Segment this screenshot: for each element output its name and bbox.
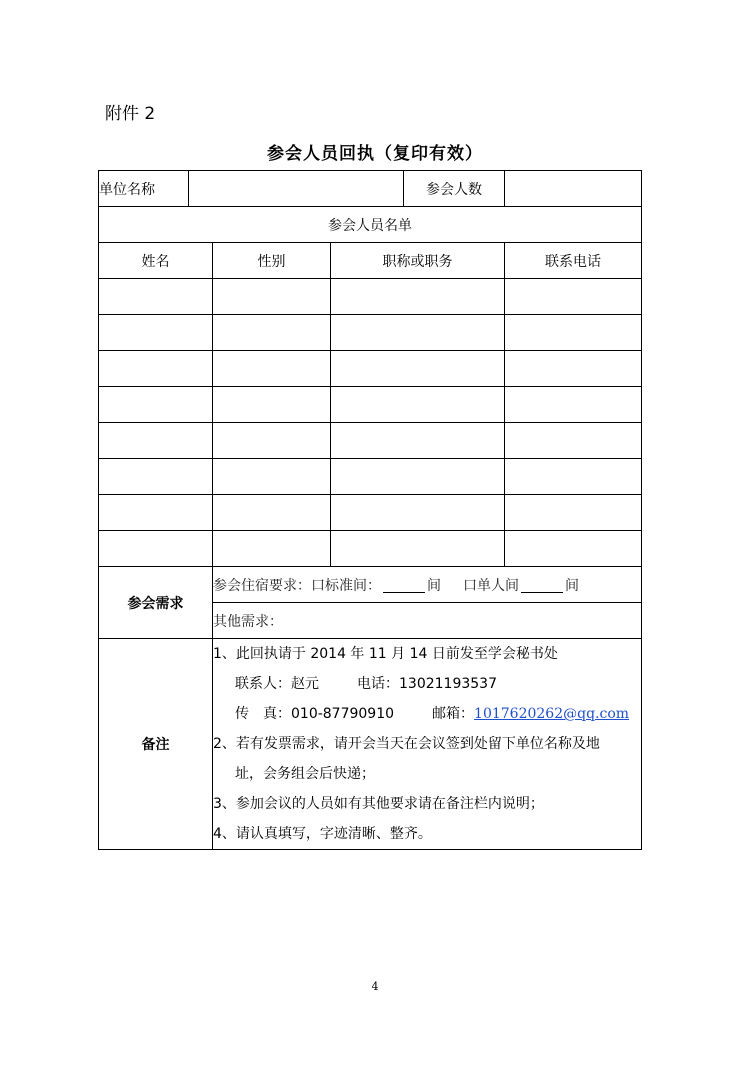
title-cell[interactable] bbox=[331, 351, 505, 387]
phone-cell[interactable] bbox=[505, 423, 642, 459]
gender-cell[interactable] bbox=[213, 387, 331, 423]
page-number: 4 bbox=[371, 980, 379, 993]
name-cell[interactable] bbox=[99, 423, 213, 459]
name-cell[interactable] bbox=[99, 315, 213, 351]
remarks-row bbox=[99, 639, 642, 850]
column-header-phone: 联系电话 bbox=[505, 243, 642, 279]
lodging-requirement bbox=[213, 567, 642, 603]
unit-name-label: 单位名称 bbox=[99, 171, 189, 207]
column-header-name: 姓名 bbox=[99, 243, 213, 279]
remark-contact-line bbox=[213, 669, 641, 699]
table-row bbox=[99, 315, 642, 351]
gender-cell[interactable] bbox=[213, 495, 331, 531]
name-cell[interactable] bbox=[99, 531, 213, 567]
name-cell[interactable] bbox=[99, 459, 213, 495]
unit-row bbox=[99, 171, 642, 207]
title-cell[interactable] bbox=[331, 315, 505, 351]
name-cell[interactable] bbox=[99, 387, 213, 423]
attachment-label: 附件 2 bbox=[105, 104, 156, 124]
title-cell[interactable] bbox=[331, 459, 505, 495]
remark-line-4: 4、请认真填写，字迹清晰、整齐。 bbox=[213, 826, 432, 842]
name-cell[interactable] bbox=[99, 351, 213, 387]
roster-title-row bbox=[99, 207, 642, 243]
phone-cell[interactable] bbox=[505, 279, 642, 315]
phone-cell[interactable] bbox=[505, 387, 642, 423]
gender-cell[interactable] bbox=[213, 531, 331, 567]
attendee-count-label: 参会人数 bbox=[404, 171, 505, 207]
contact-phone: 电话：13021193537 bbox=[357, 676, 497, 692]
single-room-unit: 间 bbox=[565, 577, 579, 594]
email-label: 邮箱： bbox=[432, 706, 475, 722]
lodging-prefix: 参会住宿要求： bbox=[213, 577, 311, 594]
remark-line-1: 1、此回执请于 2014 年 11 月 14 日前发至学会秘书处 bbox=[213, 646, 558, 662]
column-header-gender: 性别 bbox=[213, 243, 331, 279]
single-room-blank[interactable] bbox=[521, 591, 563, 593]
gender-cell[interactable] bbox=[213, 459, 331, 495]
column-header-row bbox=[99, 243, 642, 279]
standard-room-checkbox[interactable]: 口标准间： bbox=[311, 577, 381, 594]
name-cell[interactable] bbox=[99, 279, 213, 315]
remark-fax-line bbox=[213, 699, 641, 729]
reply-form-table bbox=[98, 170, 642, 850]
remark-line-3: 3、参加会议的人员如有其他要求请在备注栏内说明； bbox=[213, 796, 544, 812]
title-cell[interactable] bbox=[331, 531, 505, 567]
table-row bbox=[99, 423, 642, 459]
title-cell[interactable] bbox=[331, 423, 505, 459]
phone-cell[interactable] bbox=[505, 315, 642, 351]
single-room-checkbox[interactable]: 口单人间 bbox=[463, 577, 519, 594]
table-row bbox=[99, 459, 642, 495]
needs-label: 参会需求 bbox=[99, 567, 213, 639]
phone-cell[interactable] bbox=[505, 531, 642, 567]
standard-room-unit: 间 bbox=[427, 577, 441, 594]
email-link[interactable]: 1017620262@qq.com bbox=[474, 706, 630, 722]
title-cell[interactable] bbox=[331, 495, 505, 531]
table-row bbox=[99, 531, 642, 567]
column-header-title: 职称或职务 bbox=[331, 243, 505, 279]
phone-cell[interactable] bbox=[505, 459, 642, 495]
table-row bbox=[99, 387, 642, 423]
table-row bbox=[99, 495, 642, 531]
name-cell[interactable] bbox=[99, 495, 213, 531]
title-cell[interactable] bbox=[331, 387, 505, 423]
lodging-row bbox=[99, 567, 642, 603]
attendee-count-field[interactable] bbox=[505, 171, 642, 207]
remarks-label: 备注 bbox=[99, 639, 213, 850]
gender-cell[interactable] bbox=[213, 423, 331, 459]
gender-cell[interactable] bbox=[213, 279, 331, 315]
gender-cell[interactable] bbox=[213, 315, 331, 351]
standard-room-blank[interactable] bbox=[383, 591, 425, 593]
phone-cell[interactable] bbox=[505, 351, 642, 387]
unit-name-field[interactable] bbox=[189, 171, 404, 207]
title-cell[interactable] bbox=[331, 279, 505, 315]
remark-line-2a: 2、若有发票需求，请开会当天在会议签到处留下单位名称及地 bbox=[213, 736, 600, 752]
roster-title: 参会人员名单 bbox=[99, 207, 642, 243]
other-needs[interactable]: 其他需求： bbox=[213, 603, 642, 639]
page-title: 参会人员回执（复印有效） bbox=[267, 144, 483, 164]
contact-person: 联系人：赵元 bbox=[235, 676, 319, 692]
remarks-content bbox=[213, 639, 642, 850]
phone-cell[interactable] bbox=[505, 495, 642, 531]
table-row bbox=[99, 279, 642, 315]
gender-cell[interactable] bbox=[213, 351, 331, 387]
table-row bbox=[99, 351, 642, 387]
contact-fax: 传 真：010-87790910 bbox=[235, 706, 395, 722]
remark-line-2b: 址，会务组会后快递； bbox=[235, 766, 375, 782]
